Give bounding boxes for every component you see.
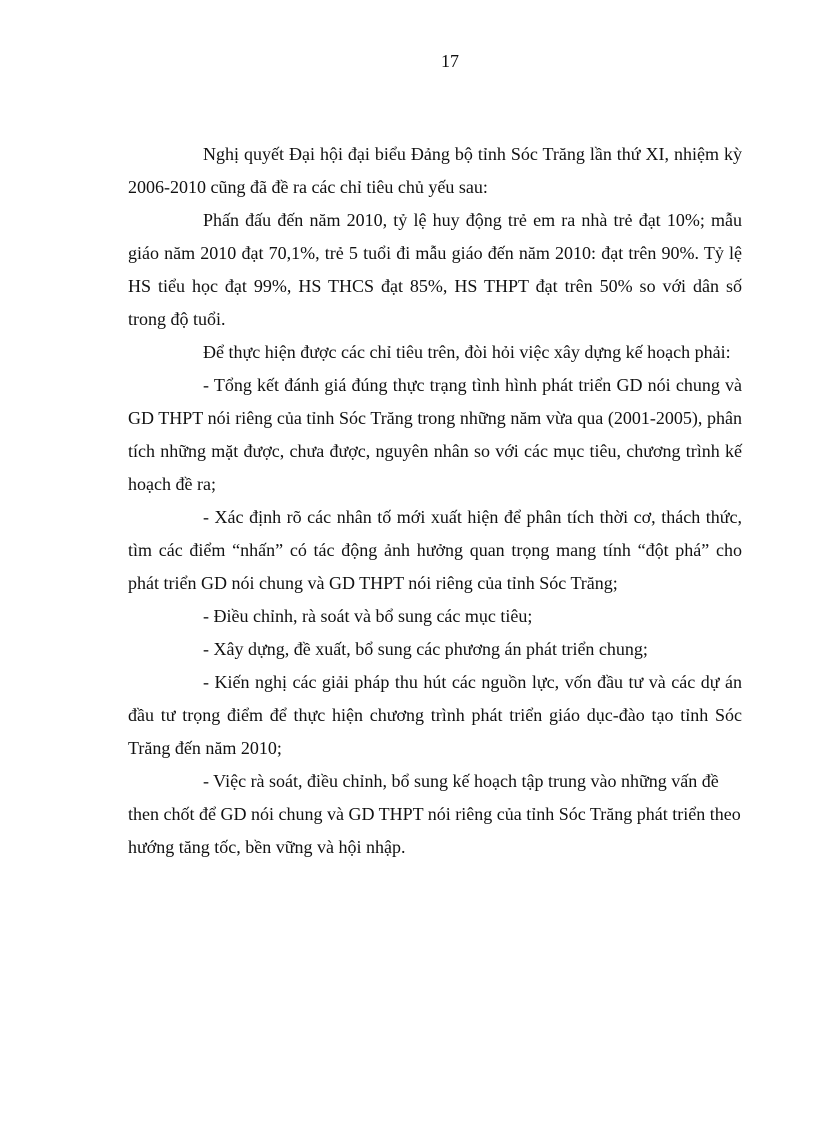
list-item-review-status: - Tổng kết đánh giá đúng thực trạng tình hình phát triển GD nói chung và GD THPT nói riêng của tỉnh Sóc Trăng trong những năm vừa qua (2001-2005), phân tích những mặt được, chưa được, nguyên nhân so với các mục tiêu, chương trình kế hoạch đề ra; — [128, 375, 742, 494]
list-item-focus-review: - Việc rà soát, điều chỉnh, bổ sung kế hoạch tập trung vào những vấn đề then chốt để GD nói chung và GD THPT nói riêng của tỉnh Sóc Trăng phát triển theo hướng tăng tốc, bền vững và hội nhập. — [128, 771, 741, 857]
paragraph-targets: Phấn đấu đến năm 2010, tỷ lệ huy động trẻ em ra nhà trẻ đạt 10%; mẫu giáo năm 2010 đạt 70,1%, trẻ 5 tuổi đi mẫu giáo đến năm 2010: đạt trên 90%. Tỷ lệ HS tiểu học đạt 99%, HS THCS đạt 85%, HS THPT đạt trên 50% so với dân số trong độ tuổi. — [128, 210, 742, 329]
list-item-develop-options: - Xây dựng, đề xuất, bổ sung các phương án phát triển chung; — [203, 639, 648, 659]
paragraph-plan-requirements: Để thực hiện được các chỉ tiêu trên, đòi hỏi việc xây dựng kế hoạch phải: — [203, 342, 731, 362]
page-number: 17 — [441, 51, 459, 71]
list-item-identify-factors: - Xác định rõ các nhân tố mới xuất hiện để phân tích thời cơ, thách thức, tìm các điểm “nhấn” có tác động ảnh hưởng quan trọng mang tính “đột phá” cho phát triển GD nói chung và GD THPT nói riêng của tỉnh Sóc Trăng; — [128, 507, 742, 593]
list-item-recommend-solutions: - Kiến nghị các giải pháp thu hút các nguồn lực, vốn đầu tư và các dự án đầu tư trọng điểm để thực hiện chương trình phát triển giáo dục-đào tạo tỉnh Sóc Trăng đến năm 2010; — [128, 672, 742, 758]
paragraph-resolution-intro: Nghị quyết Đại hội đại biểu Đảng bộ tỉnh Sóc Trăng lần thứ XI, nhiệm kỳ 2006-2010 cũng đã đề ra các chỉ tiêu chủ yếu sau: — [128, 144, 742, 197]
document-body — [128, 138, 742, 864]
list-item-adjust-goals: - Điều chỉnh, rà soát và bổ sung các mục tiêu; — [203, 606, 533, 626]
